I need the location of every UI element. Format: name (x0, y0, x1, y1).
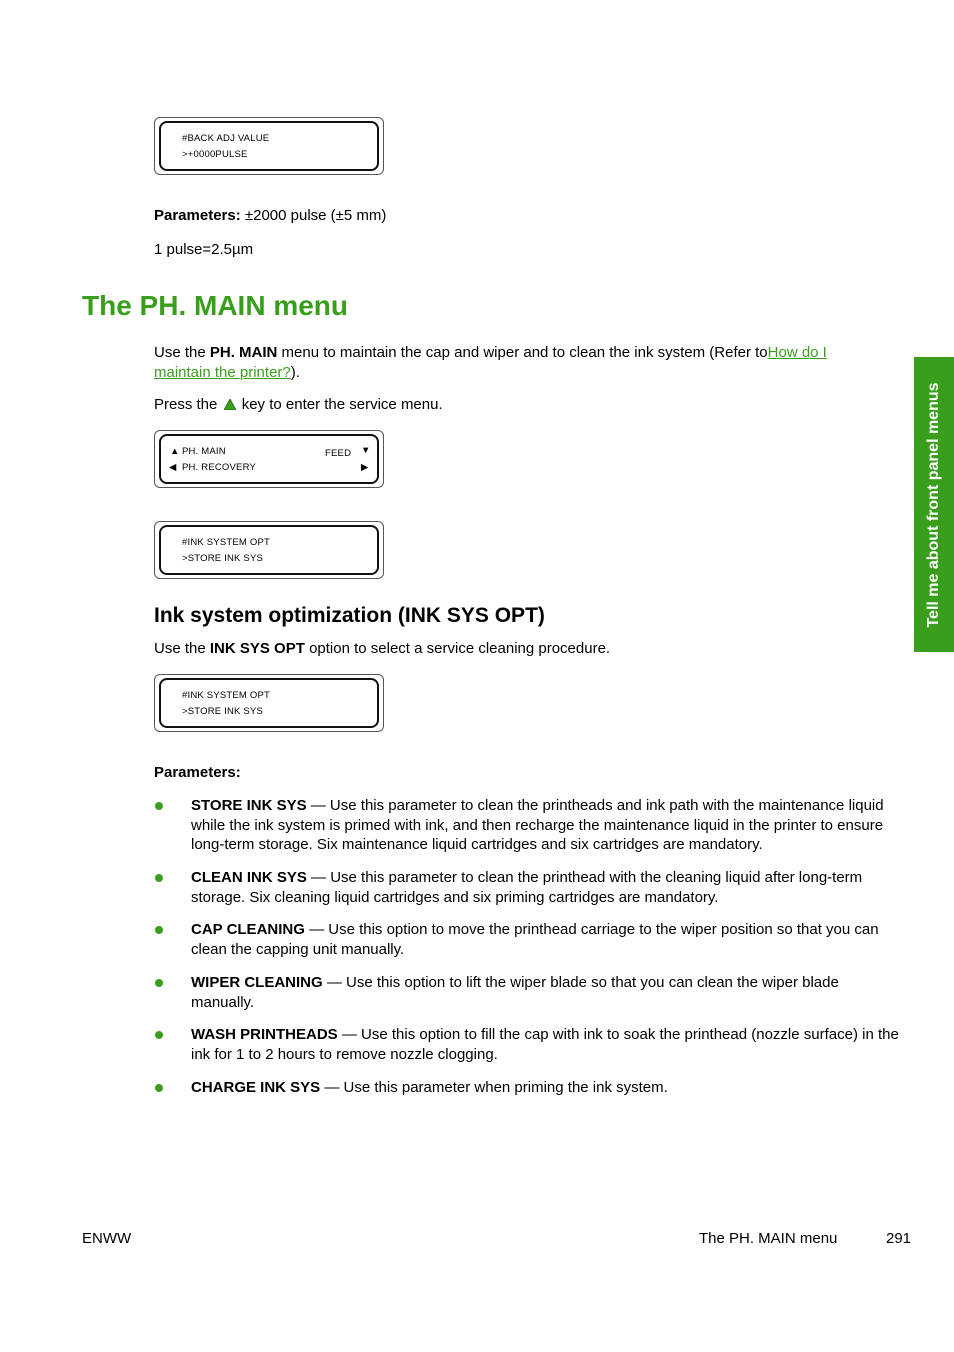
page-heading: The PH. MAIN menu (82, 290, 349, 321)
bullet-item (191, 1078, 901, 1098)
press-text-b: key to enter the service menu. (237, 396, 443, 413)
bullet-term: CLEAN INK SYS (191, 869, 307, 886)
lcd-row-1-label: PH. MAIN (182, 446, 226, 457)
lcd-line-1: #INK SYSTEM OPT (182, 537, 270, 548)
lcd-frame (159, 434, 379, 484)
up-arrow-key-icon (224, 396, 236, 416)
lcd-row-2-right-arrow: ▶ (361, 462, 369, 473)
lcd-row-2-arrow: ◀ (169, 462, 177, 473)
bullet-term: CHARGE INK SYS (191, 1079, 321, 1096)
intro-line-1 (154, 343, 827, 363)
section-intro-text-a: Use the (154, 640, 210, 657)
lcd-frame (159, 121, 379, 171)
section-intro (154, 639, 610, 659)
bullet-dot (155, 874, 163, 882)
footer-title: The PH. MAIN menu (699, 1230, 838, 1247)
page-number: 291 (886, 1230, 912, 1247)
bullet-dot (155, 1084, 163, 1092)
bullet-term: STORE INK SYS (191, 797, 307, 814)
lcd-display-ink-system-opt (154, 521, 384, 579)
intro-text-a: Use the (154, 344, 210, 361)
parameters-line (154, 206, 386, 226)
chapter-side-tab (914, 357, 954, 652)
pulse-note: 1 pulse=2.5µm (154, 241, 254, 258)
bullet-text: — Use this parameter when priming the ink system. (320, 1079, 668, 1096)
bullet-text: — Use this parameter to clean the printheads and ink path with the maintenance liquid while the ink system is primed with ink, and then recharge the maintenance liquid in the printer to ensure long-term storage. Six maintenance liquid cartridges and six cartridges are mandatory. (191, 797, 884, 853)
bullet-text: — Use this option to move the printhead carriage to the wiper position so that you can clean the capping unit manually. (191, 921, 879, 958)
bullet-text: — Use this parameter to clean the printhead with the cleaning liquid after long-term storage. Six cleaning liquid cartridges and six priming cartridges are mandatory. (191, 869, 863, 906)
lcd-display-ink-system-opt-2 (154, 674, 384, 732)
bullet-item (191, 796, 901, 855)
lcd-line-2: >STORE INK SYS (182, 553, 264, 564)
parameters-value: ±2000 pulse (±5 mm) (240, 207, 387, 224)
intro-bold-ph-main: PH. MAIN (209, 344, 278, 361)
lcd-row-1-arrow: ▲ (170, 446, 180, 457)
lcd-frame (159, 525, 379, 575)
parameters-label: Parameters: (154, 207, 241, 224)
intro-line-2 (154, 363, 827, 383)
bullet-item (191, 973, 901, 1012)
parameters-heading (154, 763, 241, 783)
bullet-text: — Use this option to lift the wiper blade so that you can clean the wiper blade manually. (191, 974, 839, 1011)
bullet-dot (155, 1031, 163, 1039)
section-intro-text-c: option to select a service cleaning procedure. (304, 640, 611, 657)
press-key-line (154, 395, 443, 416)
lcd-line-1: #BACK ADJ VALUE (182, 133, 270, 144)
lcd-line-2: >+0000PULSE (182, 149, 248, 160)
bullet-dot (155, 926, 163, 934)
lcd-display-ph-main (154, 430, 384, 488)
footer-left: ENWW (82, 1230, 132, 1247)
bullet-text: — Use this option to fill the cap with ink to soak the printhead (nozzle surface) in the ink for 1 to 2 hours to remove nozzle clogging. (191, 1026, 899, 1063)
parameters-heading-label: Parameters: (154, 764, 241, 781)
maintain-printer-link-part2[interactable]: maintain the printer? (154, 363, 291, 381)
maintain-printer-link-part1[interactable]: How do I (767, 344, 827, 361)
bullet-dot (155, 979, 163, 987)
lcd-row-1-right: FEED (325, 448, 352, 459)
section-heading: Ink system optimization (INK SYS OPT) (154, 604, 545, 627)
lcd-frame (159, 678, 379, 728)
intro-text-c: menu to maintain the cap and wiper and to clean the ink system (Refer to (277, 344, 768, 361)
lcd-line-2: >STORE INK SYS (182, 706, 264, 717)
intro-text-d: ). (290, 363, 300, 381)
chapter-side-tab-label: Tell me about front panel menus (925, 381, 942, 628)
intro-paragraph (154, 343, 827, 382)
bullet-dot (155, 802, 163, 810)
press-text-a: Press the (154, 396, 222, 413)
lcd-line-1: #INK SYSTEM OPT (182, 690, 270, 701)
bullet-item (191, 920, 901, 959)
bullet-term: CAP CLEANING (191, 921, 305, 938)
section-intro-bold: INK SYS OPT (209, 640, 305, 657)
lcd-row-1-right-arrow: ▼ (361, 445, 371, 456)
bullet-item (191, 868, 901, 907)
lcd-row-2-label: PH. RECOVERY (182, 462, 257, 473)
bullet-term: WIPER CLEANING (191, 974, 323, 991)
lcd-display-back-adj (154, 117, 384, 175)
bullet-term: WASH PRINTHEADS (191, 1026, 338, 1043)
bullet-item (191, 1025, 901, 1064)
